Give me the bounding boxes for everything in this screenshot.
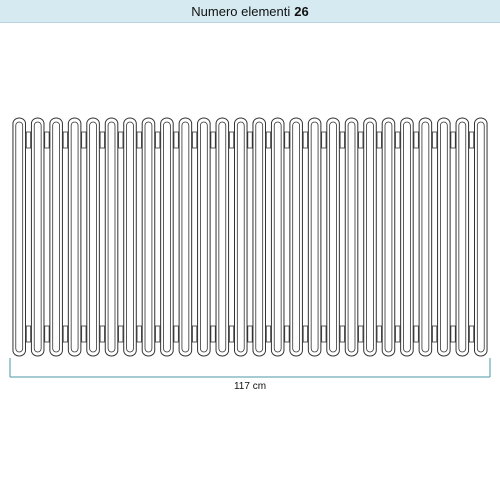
radiator-element: [234, 118, 247, 356]
radiator-element: [474, 118, 487, 356]
radiator-element: [253, 118, 266, 356]
bottom-connector: [377, 326, 381, 342]
radiator-element: [456, 118, 469, 356]
radiator-element: [216, 118, 229, 356]
radiator: [13, 118, 487, 356]
radiator-element: [142, 118, 155, 356]
radiator-element: [290, 118, 303, 356]
radiator-element: [13, 118, 26, 356]
radiator-element: [198, 118, 211, 356]
bottom-connector: [192, 326, 196, 342]
radiator-element: [438, 118, 451, 356]
top-connector: [155, 132, 159, 148]
top-connector: [451, 132, 455, 148]
bottom-connector: [414, 326, 418, 342]
bottom-connector: [82, 326, 86, 342]
radiator-element: [345, 118, 358, 356]
bottom-connector: [359, 326, 363, 342]
radiator-element: [105, 118, 118, 356]
header-label: Numero elementi: [191, 3, 291, 19]
radiator-element: [401, 118, 414, 356]
bottom-connector: [451, 326, 455, 342]
radiator-element: [382, 118, 395, 356]
bottom-connector: [469, 326, 473, 342]
bottom-connector: [137, 326, 141, 342]
top-connector: [469, 132, 473, 148]
top-connector: [266, 132, 270, 148]
top-connector: [119, 132, 123, 148]
radiator-element: [31, 118, 44, 356]
top-connector: [137, 132, 141, 148]
top-connector: [82, 132, 86, 148]
top-connector: [248, 132, 252, 148]
top-connector: [285, 132, 289, 148]
radiator-element: [179, 118, 192, 356]
radiator-element: [271, 118, 284, 356]
top-connector: [26, 132, 30, 148]
bottom-connector: [395, 326, 399, 342]
radiator-element: [419, 118, 432, 356]
radiator-element: [364, 118, 377, 356]
top-connector: [340, 132, 344, 148]
top-connector: [63, 132, 67, 148]
top-connector: [359, 132, 363, 148]
bottom-connector: [100, 326, 104, 342]
top-connector: [174, 132, 178, 148]
radiator-element: [124, 118, 137, 356]
top-connector: [377, 132, 381, 148]
bottom-connector: [155, 326, 159, 342]
bottom-connector: [303, 326, 307, 342]
bottom-connector: [322, 326, 326, 342]
bottom-connector: [285, 326, 289, 342]
top-connector: [229, 132, 233, 148]
radiator-element: [327, 118, 340, 356]
width-dimension: [10, 358, 490, 377]
top-connector: [414, 132, 418, 148]
radiator-element: [161, 118, 174, 356]
top-connector: [395, 132, 399, 148]
radiator-element: [50, 118, 63, 356]
bottom-connector: [45, 326, 49, 342]
bottom-connector: [248, 326, 252, 342]
bottom-connector: [119, 326, 123, 342]
bottom-connector: [229, 326, 233, 342]
top-connector: [322, 132, 326, 148]
top-connector: [100, 132, 104, 148]
top-connector: [211, 132, 215, 148]
radiator-element: [308, 118, 321, 356]
top-connector: [432, 132, 436, 148]
bottom-connector: [63, 326, 67, 342]
bottom-connector: [340, 326, 344, 342]
radiator-element: [87, 118, 100, 356]
top-connector: [303, 132, 307, 148]
element-count: 26: [294, 3, 309, 19]
bottom-connector: [266, 326, 270, 342]
top-connector: [192, 132, 196, 148]
top-connector: [45, 132, 49, 148]
bottom-connector: [26, 326, 30, 342]
bottom-connector: [174, 326, 178, 342]
width-label: 117 cm: [233, 381, 267, 392]
bottom-connector: [211, 326, 215, 342]
radiator-element: [68, 118, 81, 356]
bottom-connector: [432, 326, 436, 342]
